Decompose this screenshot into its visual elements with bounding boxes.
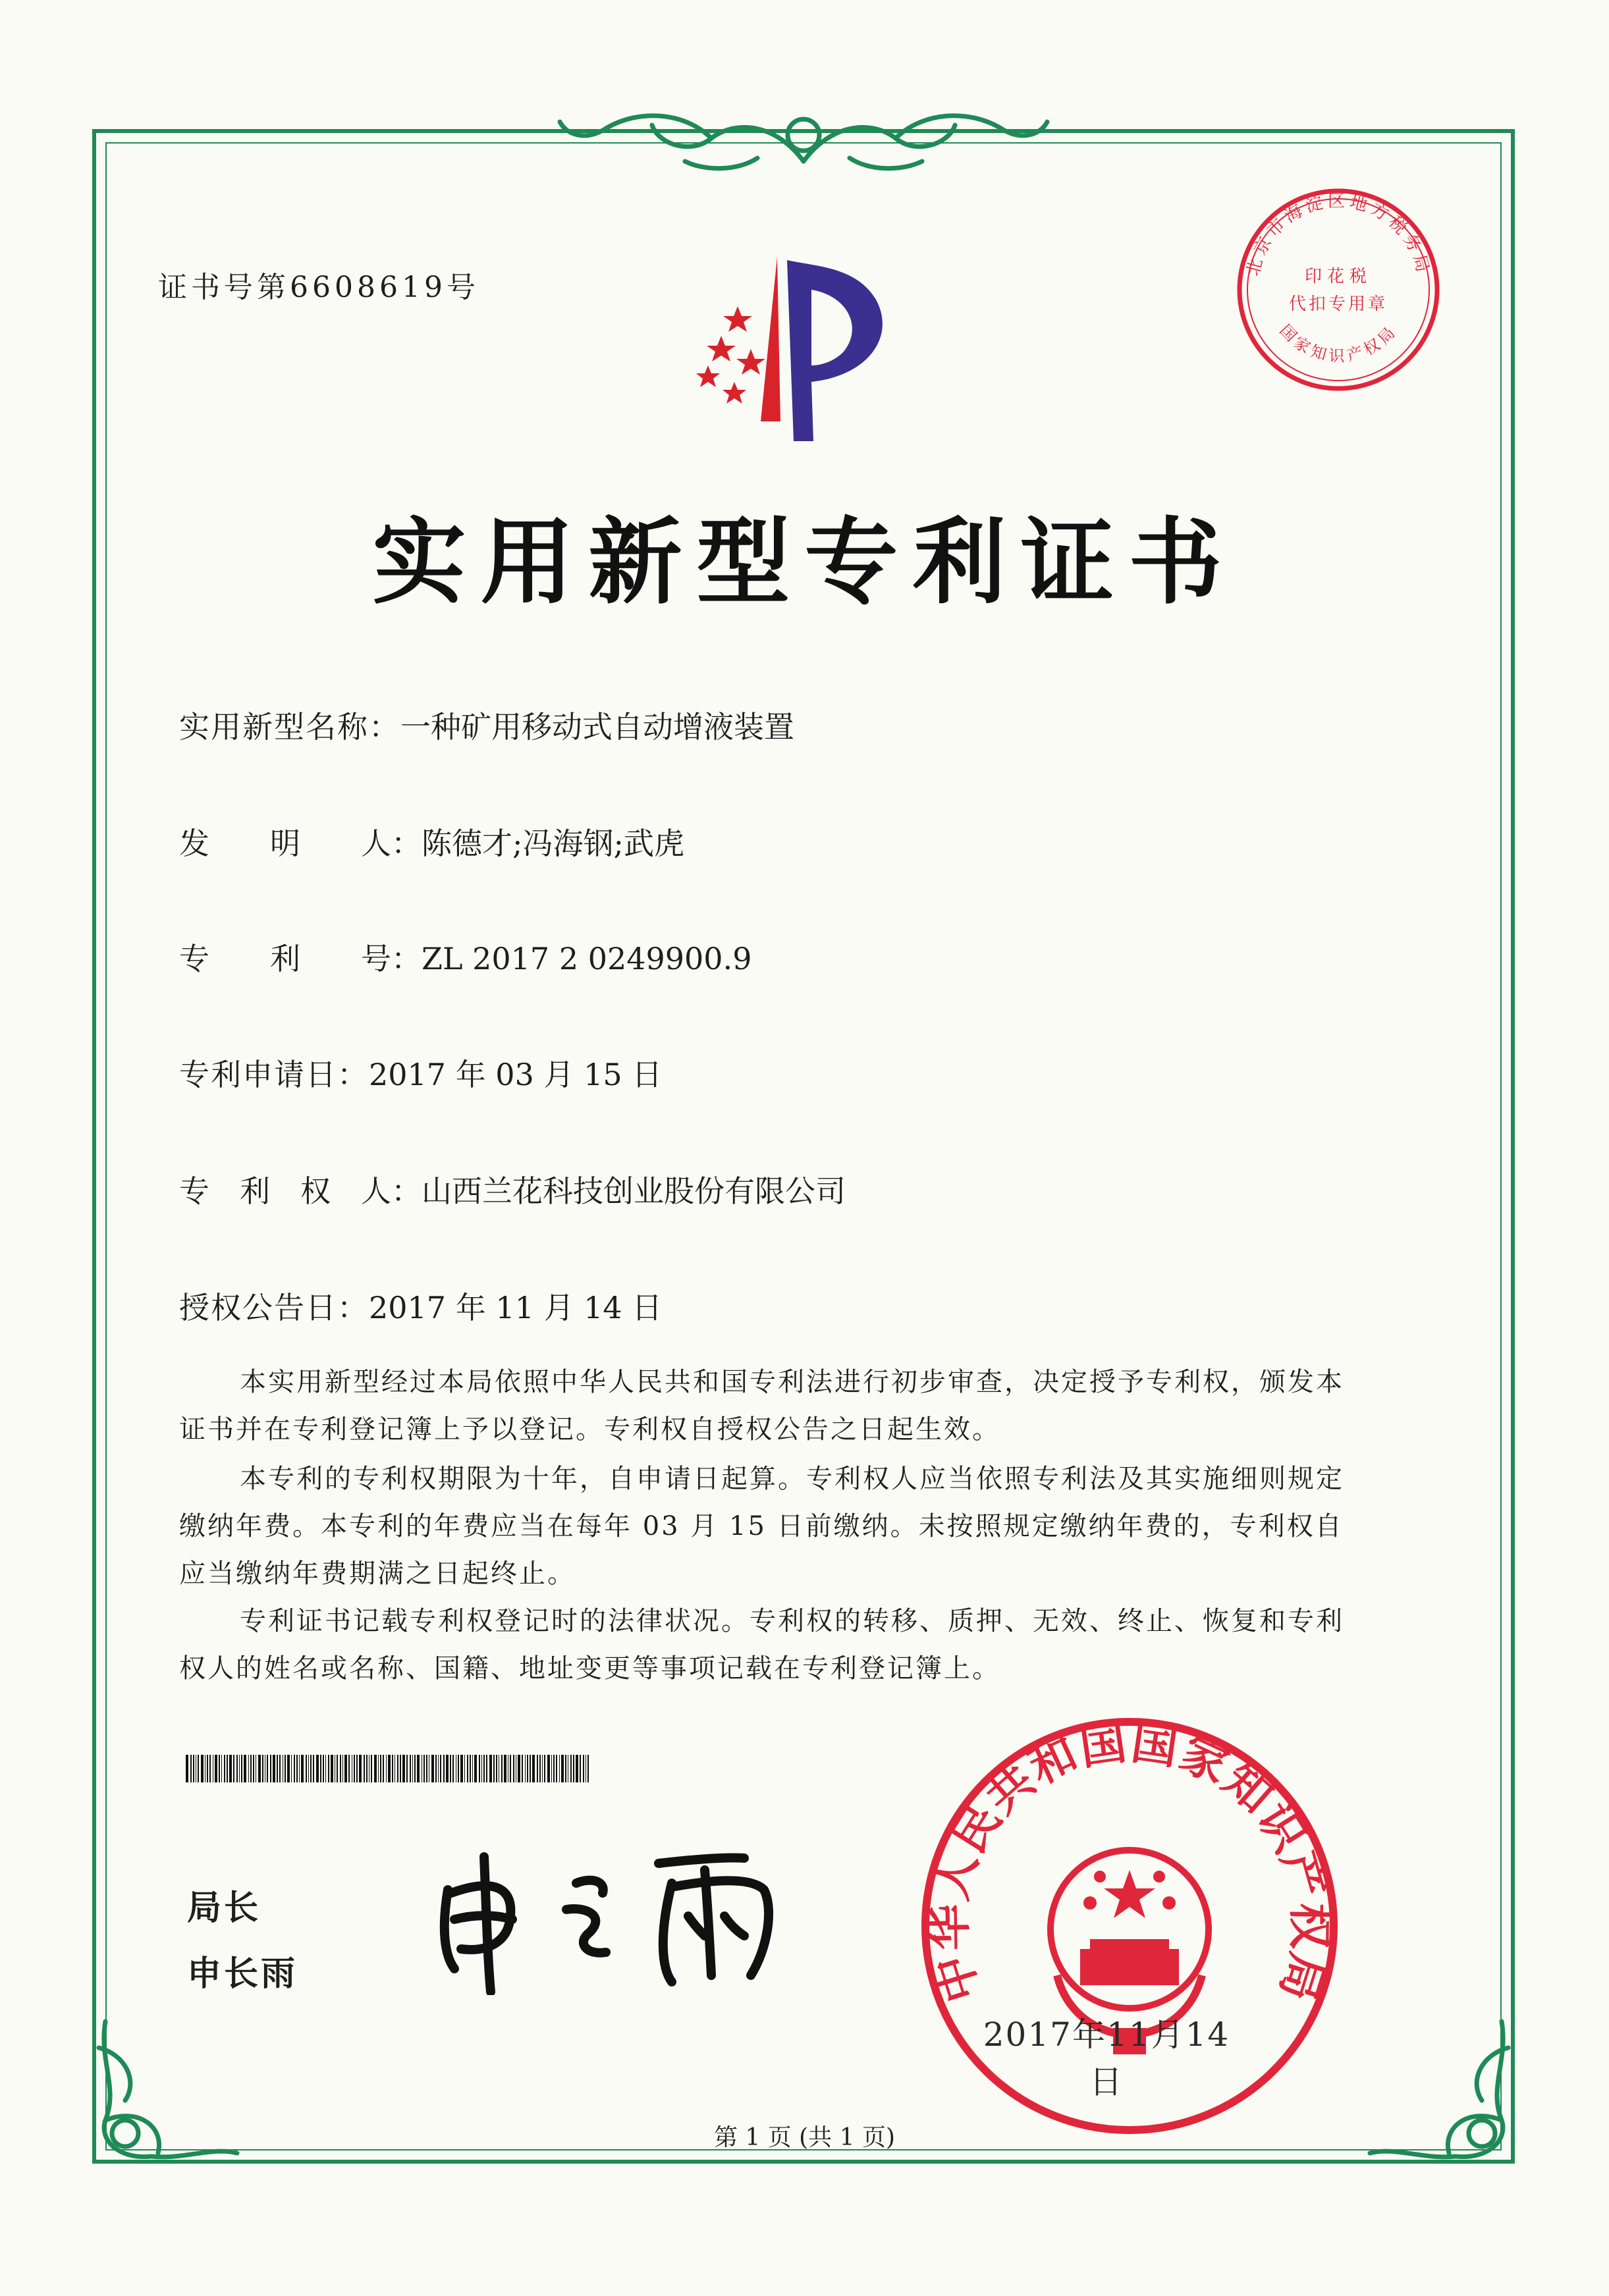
field-label: 发 明 人： bbox=[179, 826, 422, 861]
barcode-bar bbox=[576, 1755, 578, 1782]
barcode-bar bbox=[310, 1755, 312, 1782]
barcode-bar bbox=[513, 1755, 514, 1782]
field-label: 专 利 权 人： bbox=[179, 1173, 422, 1209]
barcode-bar bbox=[489, 1755, 492, 1782]
barcode-bar bbox=[328, 1755, 329, 1782]
field-label: 实用新型名称： bbox=[179, 709, 400, 745]
barcode-bar bbox=[443, 1755, 445, 1782]
barcode-bar bbox=[233, 1755, 234, 1782]
paragraph-3: 专利证书记载专利权登记时的法律状况。专利权的转移、质押、无效、终止、恢复和专利权人的姓名或名称、国籍、地址变更等事项记载在专利登记簿上。 bbox=[179, 1606, 1344, 1684]
barcode-bar bbox=[486, 1755, 487, 1782]
barcode-bar bbox=[470, 1755, 471, 1782]
barcode-bar bbox=[198, 1755, 199, 1782]
barcode-bar bbox=[392, 1755, 393, 1782]
barcode-bar bbox=[308, 1755, 309, 1782]
paragraph-1: 本实用新型经过本局依照中华人民共和国专利法进行初步审查，决定授予专利权，颁发本证书并在专利登记簿上予以登记。专利权自授权公告之日起生效。 bbox=[179, 1367, 1344, 1445]
field-patentee bbox=[179, 1167, 846, 1211]
barcode-bar bbox=[483, 1755, 485, 1782]
barcode-bar bbox=[460, 1755, 463, 1782]
barcode-bar bbox=[296, 1755, 298, 1782]
field-application-date bbox=[179, 1051, 662, 1094]
barcode-bar bbox=[267, 1755, 268, 1782]
barcode-bar bbox=[219, 1755, 220, 1782]
barcode-bar bbox=[414, 1755, 416, 1782]
barcode-bar bbox=[388, 1755, 391, 1782]
svg-text:北京市海淀区地方税务局 bbox=[1243, 192, 1434, 278]
barcode-bar bbox=[374, 1755, 377, 1782]
barcode-bar bbox=[287, 1755, 290, 1782]
barcode-bar bbox=[344, 1755, 347, 1782]
barcode-bar bbox=[186, 1755, 188, 1782]
tax-seal-line1: 印花税 bbox=[1304, 267, 1373, 286]
barcode-bar bbox=[359, 1755, 362, 1782]
barcode-bar bbox=[530, 1755, 531, 1782]
barcode-bar bbox=[337, 1755, 338, 1782]
barcode-bar bbox=[417, 1755, 420, 1782]
barcode-bar bbox=[386, 1755, 387, 1782]
barcode-bar bbox=[253, 1755, 254, 1782]
barcode-bar bbox=[227, 1755, 228, 1782]
barcode-bar bbox=[285, 1755, 286, 1782]
barcode-bar bbox=[544, 1755, 545, 1782]
barcode-bar bbox=[277, 1755, 278, 1782]
field-value: 一种矿用移动式自动增液装置 bbox=[400, 709, 794, 745]
barcode-bar bbox=[481, 1755, 482, 1782]
barcode-bar bbox=[325, 1755, 326, 1782]
barcode-bar bbox=[209, 1755, 211, 1782]
barcode-bar bbox=[561, 1755, 564, 1782]
barcode-bar bbox=[270, 1755, 271, 1782]
field-value: ZL 2017 2 0249900.9 bbox=[422, 941, 752, 976]
seal-text: 中华人民共和国国家知识产权局 bbox=[921, 1715, 1338, 2009]
barcode-bar bbox=[537, 1755, 538, 1782]
barcode-bar bbox=[313, 1755, 314, 1782]
barcode-bar bbox=[241, 1755, 242, 1782]
barcode-bar bbox=[323, 1755, 324, 1782]
barcode bbox=[186, 1755, 589, 1782]
barcode-bar bbox=[435, 1755, 437, 1782]
barcode-bar bbox=[356, 1755, 358, 1782]
barcode-bar bbox=[250, 1755, 252, 1782]
barcode-bar bbox=[410, 1755, 411, 1782]
barcode-bar bbox=[190, 1755, 192, 1782]
tax-seal-line2: 代扣专用章 bbox=[1288, 294, 1388, 314]
barcode-bar bbox=[342, 1755, 343, 1782]
barcode-bar bbox=[493, 1755, 495, 1782]
barcode-bar bbox=[559, 1755, 560, 1782]
barcode-bar bbox=[525, 1755, 526, 1782]
barcode-bar bbox=[426, 1755, 427, 1782]
barcode-bar bbox=[380, 1755, 381, 1782]
barcode-bar bbox=[301, 1755, 304, 1782]
barcode-bar bbox=[467, 1755, 468, 1782]
barcode-bar bbox=[522, 1755, 523, 1782]
certificate-number: 证书号第6608619号 bbox=[158, 271, 479, 304]
svg-text:国家知识产权局 bbox=[1276, 321, 1401, 365]
barcode-bar bbox=[207, 1755, 208, 1782]
barcode-bar bbox=[316, 1755, 319, 1782]
signatory-name: 申长雨 bbox=[187, 1954, 298, 1994]
barcode-bar bbox=[236, 1755, 238, 1782]
barcode-bar bbox=[423, 1755, 425, 1782]
barcode-bar bbox=[291, 1755, 292, 1782]
barcode-bar bbox=[229, 1755, 232, 1782]
barcode-bar bbox=[340, 1755, 341, 1782]
barcode-bar bbox=[504, 1755, 506, 1782]
field-value: 陈德才;冯海钢;武虎 bbox=[422, 826, 684, 861]
tax-seal-bottom-text: 国家知识产权局 bbox=[1276, 321, 1402, 365]
barcode-bar bbox=[193, 1755, 194, 1782]
barcode-bar bbox=[221, 1755, 222, 1782]
barcode-bar bbox=[397, 1755, 398, 1782]
barcode-bar bbox=[279, 1755, 281, 1782]
barcode-bar bbox=[224, 1755, 225, 1782]
barcode-bar bbox=[244, 1755, 246, 1782]
bottom-left-ornament bbox=[79, 2008, 250, 2179]
barcode-bar bbox=[406, 1755, 408, 1782]
barcode-bar bbox=[580, 1755, 581, 1782]
barcode-bar bbox=[539, 1755, 541, 1782]
barcode-bar bbox=[294, 1755, 295, 1782]
handwritten-signature bbox=[435, 1844, 804, 1995]
barcode-bar bbox=[518, 1755, 520, 1782]
barcode-bar bbox=[446, 1755, 449, 1782]
barcode-bar bbox=[383, 1755, 384, 1782]
barcode-bar bbox=[587, 1755, 589, 1782]
barcode-bar bbox=[378, 1755, 379, 1782]
barcode-bar bbox=[273, 1755, 275, 1782]
barcode-bar bbox=[306, 1755, 307, 1782]
barcode-bar bbox=[348, 1755, 350, 1782]
barcode-bar bbox=[496, 1755, 497, 1782]
barcode-bar bbox=[583, 1755, 584, 1782]
barcode-bar bbox=[551, 1755, 552, 1782]
barcode-bar bbox=[479, 1755, 480, 1782]
barcode-bar bbox=[412, 1755, 413, 1782]
barcode-bar bbox=[452, 1755, 454, 1782]
field-grant-date bbox=[179, 1284, 662, 1327]
page-footer: 第 1 页 (共 1 页) bbox=[713, 2124, 896, 2151]
barcode-bar bbox=[527, 1755, 528, 1782]
tax-seal-outer-text: 北京市海淀区地方税务局 bbox=[1243, 191, 1434, 279]
page-title: 实用新型专利证书 bbox=[372, 508, 1237, 617]
barcode-bar bbox=[472, 1755, 473, 1782]
barcode-bar bbox=[258, 1755, 261, 1782]
barcode-bar bbox=[532, 1755, 535, 1782]
barcode-bar bbox=[366, 1755, 368, 1782]
field-value: 山西兰花科技创业股份有限公司 bbox=[422, 1173, 846, 1209]
barcode-bar bbox=[431, 1755, 434, 1782]
signatory-role: 局长 bbox=[187, 1888, 261, 1928]
barcode-bar bbox=[320, 1755, 321, 1782]
barcode-bar bbox=[542, 1755, 543, 1782]
barcode-bar bbox=[364, 1755, 365, 1782]
field-patent-number bbox=[179, 935, 751, 978]
barcode-bar bbox=[262, 1755, 263, 1782]
field-value: 2017 年 11 月 14 日 bbox=[369, 1290, 663, 1325]
barcode-bar bbox=[201, 1755, 204, 1782]
barcode-bar bbox=[440, 1755, 441, 1782]
bottom-right-ornament bbox=[1357, 2008, 1528, 2179]
barcode-bar bbox=[510, 1755, 511, 1782]
barcode-bar bbox=[299, 1755, 300, 1782]
barcode-bar bbox=[215, 1755, 217, 1782]
field-label: 授权公告日： bbox=[179, 1290, 369, 1325]
barcode-bar bbox=[556, 1755, 557, 1782]
barcode-bar bbox=[464, 1755, 465, 1782]
barcode-bar bbox=[570, 1755, 572, 1782]
tax-stamp-seal bbox=[1232, 183, 1446, 397]
barcode-bar bbox=[239, 1755, 240, 1782]
seal-date: 2017年11月14日 bbox=[983, 2016, 1230, 2101]
top-ornament bbox=[540, 99, 1067, 178]
barcode-bar bbox=[438, 1755, 439, 1782]
barcode-bar bbox=[547, 1755, 550, 1782]
field-inventors bbox=[179, 820, 684, 863]
barcode-bar bbox=[354, 1755, 355, 1782]
barcode-bar bbox=[565, 1755, 566, 1782]
barcode-bar bbox=[501, 1755, 503, 1782]
field-label: 专 利 号： bbox=[179, 941, 422, 976]
barcode-bar bbox=[331, 1755, 333, 1782]
patent-office-logo bbox=[659, 250, 922, 448]
field-label: 专利申请日： bbox=[179, 1057, 369, 1092]
barcode-bar bbox=[450, 1755, 451, 1782]
paragraph-2: 本专利的专利权期限为十年，自申请日起算。专利权人应当依照专利法及其实施细则规定缴纳年费。本专利的年费应当在每年 03 月 15 日前缴纳。未按照规定缴纳年费的，专利权自应当缴纳年费期满之日起终止。 bbox=[179, 1464, 1344, 1589]
barcode-bar bbox=[400, 1755, 401, 1782]
field-utility-model-name bbox=[179, 703, 794, 747]
barcode-bar bbox=[371, 1755, 372, 1782]
barcode-bar bbox=[248, 1755, 249, 1782]
barcode-bar bbox=[458, 1755, 459, 1782]
barcode-bar bbox=[553, 1755, 555, 1782]
barcode-bar bbox=[474, 1755, 477, 1782]
field-value: 2017 年 03 月 15 日 bbox=[369, 1057, 663, 1092]
barcode-bar bbox=[573, 1755, 574, 1782]
barcode-bar bbox=[402, 1755, 405, 1782]
